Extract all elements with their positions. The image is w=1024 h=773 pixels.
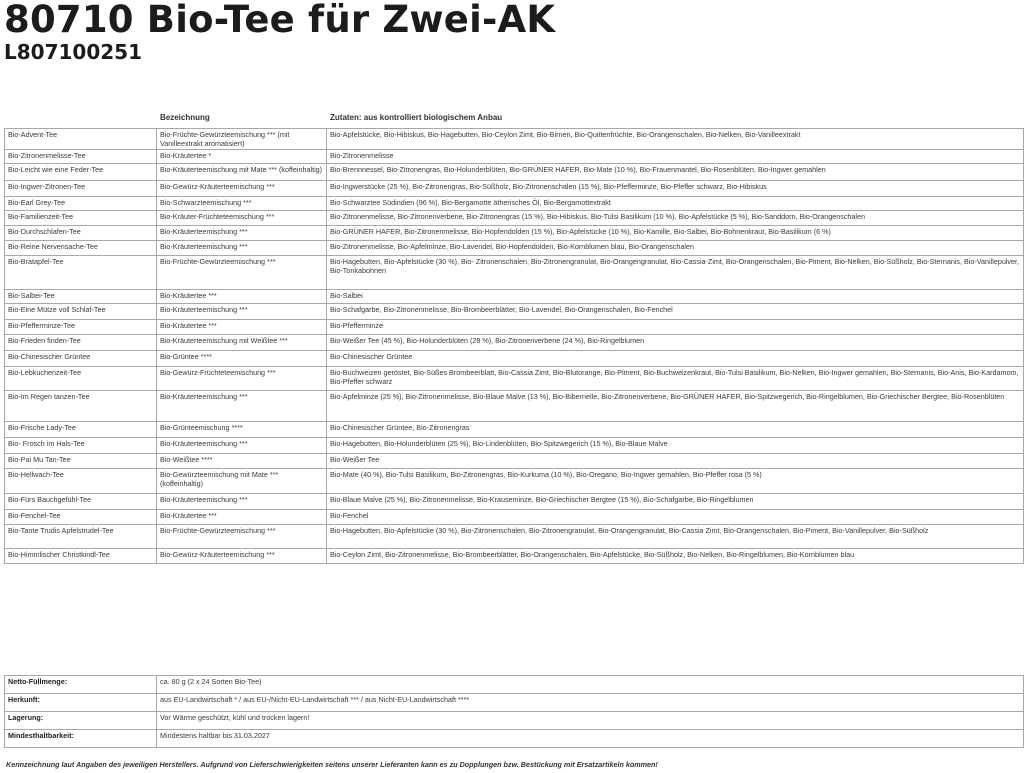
tea-name-cell: Bio-Hellwach-Tee xyxy=(5,468,157,493)
zutaten-cell: Bio-Brennnessel, Bio-Zitronengras, Bio-Holunderblüten, Bio-GRÜNER HAFER, Bio-Mate (10 %), Bio-Frauenmantel, Bio-Rosenblüten, Bio-Ingwer gemahlen xyxy=(327,163,1024,180)
bezeichnung-cell: Bio-Kräuterteemischung mit Weißtee *** xyxy=(157,334,327,350)
tea-name-cell: Bio-Earl Grey-Tee xyxy=(5,196,157,210)
zutaten-cell: Bio-Zitronenmelisse xyxy=(327,149,1024,163)
table-row xyxy=(5,421,1024,437)
table-row xyxy=(5,210,1024,225)
tea-name-cell: Bio-Pai Mu Tan-Tee xyxy=(5,453,157,468)
table-row xyxy=(5,289,1024,303)
bezeichnung-cell: Bio-Kräutertee *** xyxy=(157,319,327,334)
info-row xyxy=(5,730,1024,748)
tea-name-cell: Bio-Ingwer-Zitronen-Tee xyxy=(5,180,157,196)
table-row xyxy=(5,548,1024,563)
zutaten-cell: Bio-Weißer Tee xyxy=(327,453,1024,468)
table-row xyxy=(5,350,1024,366)
bezeichnung-cell: Bio-Kräuterteemischung *** xyxy=(157,225,327,240)
bezeichnung-cell: Bio-Früchte-Gewürzteemischung *** xyxy=(157,255,327,289)
table-row xyxy=(5,524,1024,548)
table-row xyxy=(5,437,1024,453)
table-row xyxy=(5,334,1024,350)
info-label: Herkunft: xyxy=(5,694,157,712)
bezeichnung-cell: Bio-Kräuterteemischung *** xyxy=(157,437,327,453)
info-row xyxy=(5,694,1024,712)
tea-name-cell: Bio- Frosch im Hals-Tee xyxy=(5,437,157,453)
tea-name-cell: Bio-Fenchel-Tee xyxy=(5,509,157,524)
tea-name-cell: Bio-Fürs Bauchgefühl-Tee xyxy=(5,493,157,509)
table-row xyxy=(5,468,1024,493)
zutaten-cell: Bio-Fenchel xyxy=(327,509,1024,524)
table-row xyxy=(5,149,1024,163)
bezeichnung-cell: Bio-Gewürzteemischung mit Mate *** (koffeinhaltig) xyxy=(157,468,327,493)
zutaten-cell: Bio-Mate (40 %), Bio-Tulsi Basilikum, Bio-Zitronengras, Bio-Kurkuma (10 %), Bio-Oregano, Bio-Ingwer gemahlen, Bio-Pfeffer rosa (5 %) xyxy=(327,468,1024,493)
footnote: Kennzeichnung laut Angaben des jeweiligen Herstellers. Aufgrund von Lieferschwierigkeiten seitens unserer Lieferanten kann es zu Dopplungen bzw. Bestückung mit Ersatzartikeln kommen! xyxy=(6,760,658,769)
info-row xyxy=(5,676,1024,694)
zutaten-cell: Bio-GRÜNER HAFER, Bio-Zitronenmelisse, Bio-Hopfendolden (15 %), Bio-Apfelstücke (10 %), Bio-Kamille, Bio-Salbei, Bio-Bohnenkraut, Bio-Basilikum (6 %) xyxy=(327,225,1024,240)
bezeichnung-cell: Bio-Weißtee **** xyxy=(157,453,327,468)
table-row xyxy=(5,180,1024,196)
tea-name-cell: Bio-Leicht wie eine Feder-Tee xyxy=(5,163,157,180)
tea-name-cell: Bio-Advent-Tee xyxy=(5,129,157,150)
zutaten-cell: Bio-Pfefferminze xyxy=(327,319,1024,334)
tea-name-cell: Bio-Bratapfel-Tee xyxy=(5,255,157,289)
table-row xyxy=(5,509,1024,524)
bezeichnung-cell: Bio-Kräuterteemischung *** xyxy=(157,303,327,319)
info-row xyxy=(5,712,1024,730)
tea-name-cell: Bio-Reine Nervensache-Tee xyxy=(5,240,157,255)
zutaten-cell: Bio-Ceylon Zimt, Bio-Zitronenmelisse, Bio-Brombeerblätter, Bio-Orangenschalen, Bio-Apfelstücke, Bio-Süßholz, Bio-Nelken, Bio-Ringelblumen, Bio-Kornblumen blau xyxy=(327,548,1024,563)
bezeichnung-cell: Bio-Gewürz-Kräuterteemischung *** xyxy=(157,548,327,563)
table-row xyxy=(5,196,1024,210)
zutaten-cell: Bio-Schwarztee Südindien (96 %), Bio-Bergamotte ätherisches Öl, Bio-Bergamottextrakt xyxy=(327,196,1024,210)
zutaten-cell: Bio-Ingwerstücke (25 %), Bio-Zitronengras, Bio-Süßholz, Bio-Zitronenschalen (15 %), Bio-Pfefferminze, Bio-Pfeffer schwarz, Bio-Hibiskus xyxy=(327,180,1024,196)
info-value: Vor Wärme geschützt, kühl und trocken lagern! xyxy=(157,712,1024,730)
table-row xyxy=(5,225,1024,240)
info-label: Netto-Füllmenge: xyxy=(5,676,157,694)
bezeichnung-cell: Bio-Kräuter-Früchteteemischung *** xyxy=(157,210,327,225)
zutaten-cell: Bio-Chinesischer Grüntee xyxy=(327,350,1024,366)
table-row xyxy=(5,255,1024,289)
bezeichnung-cell: Bio-Kräuterteemischung mit Mate *** (koffeinhaltig) xyxy=(157,163,327,180)
product-title: 80710 Bio-Tee für Zwei-AK xyxy=(4,0,556,41)
zutaten-cell: Bio-Salbei xyxy=(327,289,1024,303)
zutaten-cell: Bio-Blaue Malve (25 %), Bio-Zitronenmelisse, Bio-Krauseminze, Bio-Griechischer Bergtee (15 %), Bio-Schafgarbe, Bio-Ringelblumen xyxy=(327,493,1024,509)
zutaten-cell: Bio-Weißer Tee (45 %), Bio-Holunderblüten (28 %), Bio-Zitronenverbene (24 %), Bio-Ringelblumen xyxy=(327,334,1024,350)
info-table xyxy=(4,675,1024,748)
tea-name-cell: Bio-Zitronenmelisse-Tee xyxy=(5,149,157,163)
column-header-bezeichnung: Bezeichnung xyxy=(160,113,210,122)
table-row xyxy=(5,366,1024,390)
zutaten-cell: Bio-Hagebutten, Bio-Apfelstücke (30 %), Bio- Zitronenschalen, Bio-Zitronengranulat, Bio-Orangengranulat, Bio-Cassia-Zimt, Bio-Orangenschalen, Bio-Piment, Bio-Nelken, Bio-Süßholz, Bio-Sternanis, Bio-Vanillepulver, Bio-Tonkabohnen xyxy=(327,255,1024,289)
zutaten-cell: Bio-Hagebutten, Bio-Holunderblüten (25 %), Bio-Lindenblüten, Bio-Spitzwegerich (15 %), Bio-Blaue Malve xyxy=(327,437,1024,453)
tea-name-cell: Bio-Chinesischer Grüntee xyxy=(5,350,157,366)
zutaten-cell: Bio-Buchweizen geröstet, Bio-Süßes Brombeerblatt, Bio-Cassia Zimt, Bio-Blutorange, Bio-Piment, Bio-Buchweizenkraut, Bio-Tulsi Basilikum, Bio-Nelken, Bio-Ingwer gemahlen, Bio-Sternanis, Bio-Anis, Bio-Kardamom, Bio-Pfeffer schwarz xyxy=(327,366,1024,390)
table-row xyxy=(5,129,1024,150)
tea-name-cell: Bio-Familienzeit-Tee xyxy=(5,210,157,225)
bezeichnung-cell: Bio-Grünteemischung **** xyxy=(157,421,327,437)
zutaten-cell: Bio-Schafgarbe, Bio-Zitronenmelisse, Bio-Brombeerblätter, Bio-Lavendel, Bio-Orangenschalen, Bio-Fenchel xyxy=(327,303,1024,319)
bezeichnung-cell: Bio-Kräuterteemischung *** xyxy=(157,493,327,509)
bezeichnung-cell: Bio-Kräuterteemischung *** xyxy=(157,390,327,421)
tea-name-cell: Bio-Frische Lady-Tee xyxy=(5,421,157,437)
tea-name-cell: Bio-Frieden finden-Tee xyxy=(5,334,157,350)
zutaten-cell: Bio-Zitronenmelisse, Bio-Apfelminze, Bio-Lavendel, Bio-Hopfendolden, Bio-Kornblumen blau, Bio-Orangenschalen xyxy=(327,240,1024,255)
bezeichnung-cell: Bio-Kräutertee * xyxy=(157,149,327,163)
zutaten-cell: Bio-Zitronenmelisse, Bio-Zitronenverbene, Bio-Zitronengras (15 %), Bio-Hibiskus, Bio-Tulsi Basilikum (10 %), Bio-Apfelstücke (5 %), Bio-Sanddorn, Bio-Orangenschalen xyxy=(327,210,1024,225)
tea-name-cell: Bio-Himmlischer Christkindl-Tee xyxy=(5,548,157,563)
tea-table xyxy=(4,128,1024,564)
bezeichnung-cell: Bio-Gewürz-Früchteteemischung *** xyxy=(157,366,327,390)
table-row xyxy=(5,240,1024,255)
tea-name-cell: Bio-Lebkuchenzeit-Tee xyxy=(5,366,157,390)
table-row xyxy=(5,319,1024,334)
zutaten-cell: Bio-Chinesischer Grüntee, Bio-Zitronengras xyxy=(327,421,1024,437)
bezeichnung-cell: Bio-Gewürz-Kräuterteemischung *** xyxy=(157,180,327,196)
bezeichnung-cell: Bio-Früchte-Gewürzteemischung *** xyxy=(157,524,327,548)
tea-name-cell: Bio-Im Regen tanzen-Tee xyxy=(5,390,157,421)
bezeichnung-cell: Bio-Früchte-Gewürzteemischung *** (mit Vanilleextrakt aromatisiert) xyxy=(157,129,327,150)
zutaten-cell: Bio-Apfelminze (25 %), Bio-Zitronenmelisse, Bio-Blaue Malve (13 %), Bio-Bibernelle, Bio-Zitronenverbene, Bio-GRÜNER HAFER, Bio-Spitzwegerich, Bio-Ringelblumen, Bio-Griechischer Bergtee, Bio-Rosenblüten xyxy=(327,390,1024,421)
table-row xyxy=(5,390,1024,421)
bezeichnung-cell: Bio-Kräutertee *** xyxy=(157,509,327,524)
table-row xyxy=(5,493,1024,509)
table-row xyxy=(5,453,1024,468)
tea-name-cell: Bio-Durchschlafen-Tee xyxy=(5,225,157,240)
tea-name-cell: Bio-Salbei-Tee xyxy=(5,289,157,303)
bezeichnung-cell: Bio-Schwarzteemischung *** xyxy=(157,196,327,210)
info-label: Mindesthaltbarkeit: xyxy=(5,730,157,748)
zutaten-cell: Bio-Apfelstücke, Bio-Hibiskus, Bio-Hagebutten, Bio-Ceylon Zimt, Bio-Birnen, Bio-Quittenfrüchte, Bio-Orangenschalen, Bio-Nelken, Bio-Vanilleextrakt xyxy=(327,129,1024,150)
info-value: ca. 80 g (2 x 24 Sorten Bio-Tee) xyxy=(157,676,1024,694)
bezeichnung-cell: Bio-Kräutertee *** xyxy=(157,289,327,303)
zutaten-cell: Bio-Hagebutten, Bio-Apfelstücke (30 %), Bio-Zitronenschalen, Bio-Zitronengranulat, Bio-Orangengranulat, Bio-Cassia Zimt, Bio-Orangenschalen, Bio-Piment, Bio-Vanillepulver, Bio-Süßholz xyxy=(327,524,1024,548)
tea-name-cell: Bio-Tante Trudis Apfelstrudel-Tee xyxy=(5,524,157,548)
column-header-zutaten: Zutaten: aus kontrolliert biologischem Anbau xyxy=(330,113,503,122)
product-code: L807100251 xyxy=(4,40,142,64)
info-label: Lagerung: xyxy=(5,712,157,730)
info-value: aus EU-Landwirtschaft * / aus EU-/Nicht-EU-Landwirtschaft *** / aus Nicht-EU-Landwirtschaft **** xyxy=(157,694,1024,712)
bezeichnung-cell: Bio-Grüntee **** xyxy=(157,350,327,366)
tea-name-cell: Bio-Pfefferminze-Tee xyxy=(5,319,157,334)
info-value: Mindestens haltbar bis 31.03.2027 xyxy=(157,730,1024,748)
table-row xyxy=(5,163,1024,180)
table-row xyxy=(5,303,1024,319)
bezeichnung-cell: Bio-Kräuterteemischung *** xyxy=(157,240,327,255)
tea-name-cell: Bio-Eine Mütze voll Schlaf-Tee xyxy=(5,303,157,319)
